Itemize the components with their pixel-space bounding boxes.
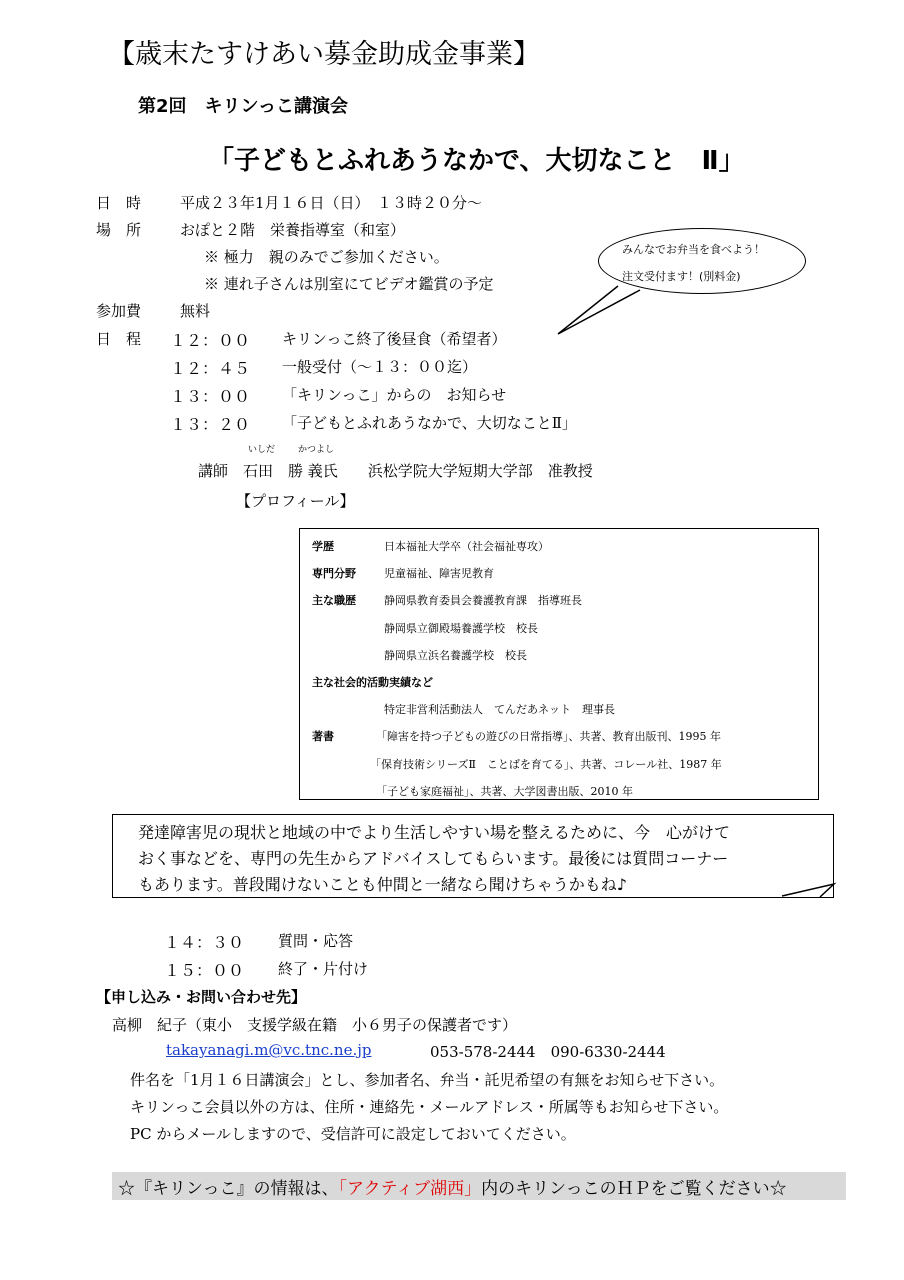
profile-career-item: 静岡県教育委員会養護教育課 指導班長 xyxy=(384,594,582,607)
schedule-time: １５：００ xyxy=(164,961,245,980)
lunch-bubble xyxy=(598,228,806,294)
contact-phones: 053-578-2444 090-6330-2444 xyxy=(430,1043,666,1061)
bubble-tail xyxy=(556,284,646,338)
contact-email-link[interactable]: takayanagi.m@vc.tnc.ne.jp xyxy=(166,1041,372,1059)
schedule-time: １３：００ xyxy=(170,387,251,406)
profile-books-label: 著書 xyxy=(312,730,334,743)
note-parents-only: ※ 極力 親のみでご参加ください。 xyxy=(204,248,449,266)
description-line-1: 発達障害児の現状と地域の中でより生活しやすい場を整えるために、今 心がけて xyxy=(138,823,731,842)
profile-book-item: 「障害を持つ子どもの遊びの日常指導」、共著、教育出版刊、1995 年 xyxy=(376,730,721,743)
profile-book-item: 「子ども家庭福祉」、共著、大学図書出版、2010 年 xyxy=(376,785,633,798)
date-value: 平成２３年1月１６日（日） １３時２０分～ xyxy=(180,194,483,212)
profile-field-label: 専門分野 xyxy=(312,567,356,580)
bubble-line-1: みんなでお弁当を食べよう！ xyxy=(622,243,765,256)
profile-social-label: 主な社会的活動実績など xyxy=(312,676,433,689)
place-value: おぽと２階 栄養指導室（和室） xyxy=(180,221,406,239)
schedule-desc: 質問・応答 xyxy=(278,932,354,950)
profile-heading: 【プロフィール】 xyxy=(236,492,355,510)
description-line-2: おく事などを、専門の先生からアドバイスしてもらいます。最後には質問コーナー xyxy=(138,849,729,868)
schedule-desc: 「子どもとふれあうなかで、大切なことⅡ」 xyxy=(282,414,577,432)
profile-career-label: 主な職歴 xyxy=(312,594,356,607)
schedule-time: １２：００ xyxy=(170,331,251,350)
footer-site-name: 「アクティブ湖西」 xyxy=(338,1179,482,1199)
profile-field-value: 児童福祉、障害児教育 xyxy=(384,567,494,580)
footer-text xyxy=(118,1174,787,1199)
footer-prefix: ☆『キリンっこ』の情報は、 xyxy=(118,1179,339,1199)
contact-instruction-2: キリンっこ会員以外の方は、住所・連絡先・メールアドレス・所属等もお知らせ下さい。 xyxy=(130,1098,729,1116)
profile-education-value: 日本福祉大学卒（社会福祉専攻） xyxy=(384,540,549,553)
schedule-time: １３：２０ xyxy=(170,415,251,434)
main-title: 「子どもとふれあうなかで、大切なこと Ⅱ」 xyxy=(208,146,745,176)
lecturer: 講師 石田 勝 義氏 浜松学院大学短期大学部 准教授 xyxy=(198,462,593,480)
header-title: 【歳末たすけあい募金助成金事業】 xyxy=(108,39,540,70)
contact-instruction-1: 件名を「1月１６日講演会」とし、参加者名、弁当・託児希望の有無をお知らせ下さい。 xyxy=(130,1071,725,1089)
furigana-surname: いしだ xyxy=(248,445,276,455)
profile-book-item: 「保育技術シリーズⅡ ことばを育てる」、共著、コレール社、1987 年 xyxy=(370,758,722,771)
profile-social-value: 特定非営利活動法人 てんだあネット 理事長 xyxy=(384,703,615,716)
contact-name: 高柳 紀子（東小 支援学級在籍 小６男子の保護者です） xyxy=(112,1016,518,1034)
furigana-given-name: かつよし xyxy=(298,445,335,455)
profile-education-label: 学歴 xyxy=(312,540,334,553)
schedule-desc: 一般受付（～１３：００迄） xyxy=(282,358,478,376)
fee-value: 無料 xyxy=(180,302,211,320)
description-line-3: もあります。普段聞けないことも仲間と一緒なら聞けちゃうかもね♪ xyxy=(138,875,627,894)
contact-instruction-3: PC からメールしますので、受信許可に設定しておいてください。 xyxy=(130,1125,576,1143)
profile-career-item: 静岡県立御殿場養護学校 校長 xyxy=(384,622,538,635)
event-subtitle: 第2回 キリンっこ講演会 xyxy=(138,96,348,117)
profile-career-item: 静岡県立浜名養護学校 校長 xyxy=(384,649,527,662)
date-label: 日 時 xyxy=(96,194,142,212)
footer-suffix: 内のキリンっこのＨＰをご覧ください☆ xyxy=(481,1179,787,1199)
note-children-video: ※ 連れ子さんは別室にてビデオ鑑賞の予定 xyxy=(204,275,494,293)
description-box-tail xyxy=(780,880,840,910)
schedule-time: １２：４５ xyxy=(170,359,251,378)
schedule-label: 日 程 xyxy=(96,330,142,348)
fee-label: 参加費 xyxy=(96,302,142,320)
place-label: 場 所 xyxy=(96,221,142,239)
schedule-desc: キリンっこ終了後昼食（希望者） xyxy=(282,330,507,348)
bubble-line-2: 注文受付ます！(別料金) xyxy=(622,270,741,283)
contact-heading: 【申し込み・お問い合わせ先】 xyxy=(96,988,307,1006)
schedule-time: １４：３０ xyxy=(164,933,245,952)
schedule-desc: 「キリンっこ」からの お知らせ xyxy=(282,386,507,404)
schedule-desc: 終了・片付け xyxy=(278,960,369,978)
